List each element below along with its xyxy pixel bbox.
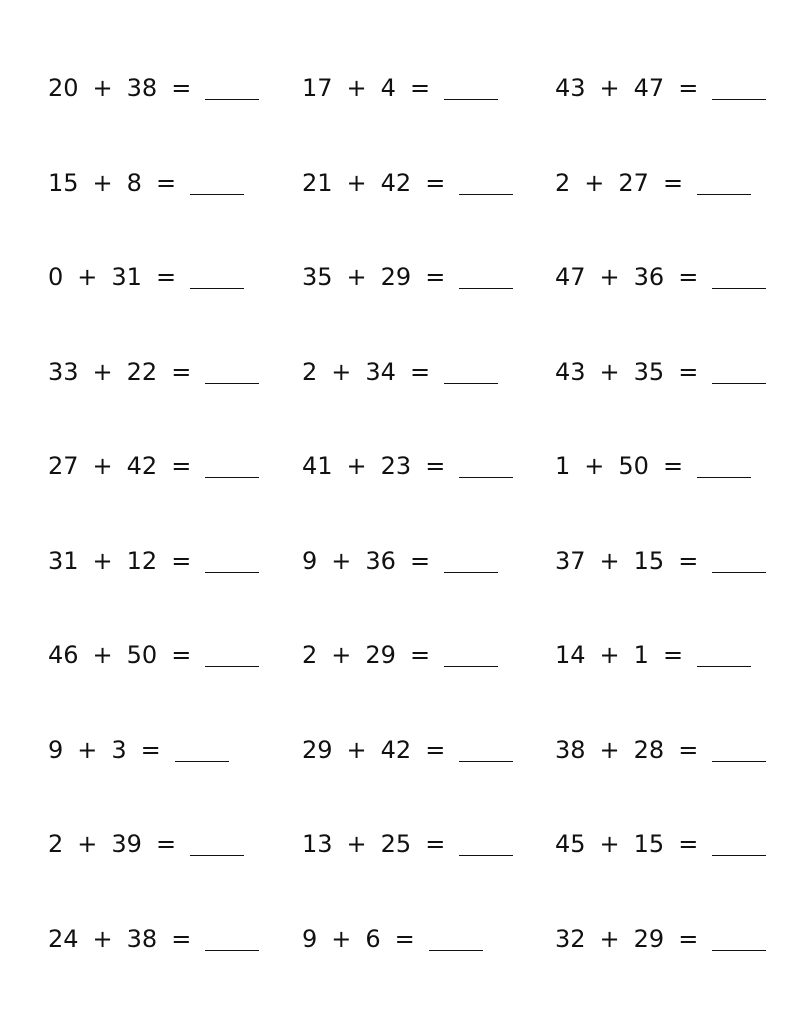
equals-sign: = bbox=[425, 452, 446, 480]
math-problem bbox=[555, 251, 766, 291]
math-problem bbox=[302, 440, 513, 480]
second-addend: 35 bbox=[633, 357, 665, 386]
first-addend: 2 bbox=[555, 168, 571, 197]
math-problem bbox=[555, 157, 751, 197]
answer-blank[interactable] bbox=[712, 739, 766, 762]
equals-sign: = bbox=[171, 546, 192, 575]
second-addend: 38 bbox=[126, 924, 158, 953]
math-problem bbox=[555, 913, 766, 953]
equals-sign: = bbox=[409, 546, 431, 575]
equals-sign: = bbox=[155, 830, 177, 858]
answer-blank[interactable] bbox=[459, 739, 513, 762]
math-problem bbox=[555, 535, 766, 575]
answer-blank[interactable] bbox=[190, 266, 244, 289]
answer-blank[interactable] bbox=[712, 833, 766, 856]
math-problem bbox=[302, 346, 498, 386]
equals-sign: = bbox=[425, 830, 446, 858]
plus-sign: + bbox=[331, 546, 352, 575]
first-addend: 47 bbox=[555, 263, 586, 291]
plus-sign: + bbox=[346, 830, 367, 858]
first-addend: 14 bbox=[555, 641, 586, 669]
math-problem bbox=[48, 724, 229, 764]
plus-sign: + bbox=[599, 546, 620, 575]
first-addend: 9 bbox=[48, 735, 64, 764]
answer-blank[interactable] bbox=[205, 928, 259, 951]
second-addend: 39 bbox=[111, 830, 142, 858]
plus-sign: + bbox=[599, 641, 620, 669]
second-addend: 28 bbox=[633, 735, 665, 764]
equals-sign: = bbox=[678, 924, 699, 953]
plus-sign: + bbox=[92, 168, 113, 197]
equals-sign: = bbox=[425, 263, 446, 291]
second-addend: 22 bbox=[126, 357, 158, 386]
first-addend: 38 bbox=[555, 735, 586, 764]
answer-blank[interactable] bbox=[429, 928, 483, 951]
math-problem bbox=[48, 157, 244, 197]
answer-blank[interactable] bbox=[205, 361, 259, 384]
equals-sign: = bbox=[171, 74, 192, 102]
first-addend: 13 bbox=[302, 830, 333, 858]
plus-sign: + bbox=[584, 168, 605, 197]
first-addend: 32 bbox=[555, 924, 586, 953]
equals-sign: = bbox=[171, 452, 192, 480]
second-addend: 42 bbox=[380, 168, 412, 197]
math-problem bbox=[302, 724, 513, 764]
answer-blank[interactable] bbox=[205, 550, 259, 573]
answer-blank[interactable] bbox=[205, 455, 259, 478]
second-addend: 4 bbox=[380, 74, 396, 102]
second-addend: 29 bbox=[633, 924, 665, 953]
answer-blank[interactable] bbox=[190, 172, 244, 195]
answer-blank[interactable] bbox=[712, 550, 766, 573]
plus-sign: + bbox=[92, 641, 113, 669]
math-problem bbox=[302, 251, 513, 291]
second-addend: 50 bbox=[618, 452, 649, 480]
answer-blank[interactable] bbox=[459, 833, 513, 856]
equals-sign: = bbox=[425, 168, 446, 197]
equals-sign: = bbox=[662, 452, 684, 480]
math-problem bbox=[48, 440, 259, 480]
answer-blank[interactable] bbox=[712, 266, 766, 289]
math-problem bbox=[302, 535, 498, 575]
equals-sign: = bbox=[394, 924, 415, 953]
math-problem bbox=[302, 818, 513, 858]
math-problem bbox=[302, 629, 498, 669]
equals-sign: = bbox=[140, 735, 161, 764]
plus-sign: + bbox=[346, 452, 367, 480]
second-addend: 23 bbox=[380, 452, 412, 480]
answer-blank[interactable] bbox=[697, 644, 751, 667]
second-addend: 15 bbox=[633, 830, 665, 858]
equals-sign: = bbox=[678, 357, 699, 386]
second-addend: 15 bbox=[633, 546, 665, 575]
second-addend: 38 bbox=[126, 74, 158, 102]
first-addend: 9 bbox=[302, 924, 318, 953]
first-addend: 1 bbox=[555, 452, 571, 480]
second-addend: 6 bbox=[365, 924, 381, 953]
plus-sign: + bbox=[92, 924, 113, 953]
plus-sign: + bbox=[599, 263, 620, 291]
equals-sign: = bbox=[409, 74, 431, 102]
plus-sign: + bbox=[584, 452, 605, 480]
second-addend: 31 bbox=[111, 263, 142, 291]
equals-sign: = bbox=[678, 830, 699, 858]
math-problem bbox=[48, 535, 259, 575]
second-addend: 12 bbox=[126, 546, 158, 575]
second-addend: 36 bbox=[633, 263, 665, 291]
equals-sign: = bbox=[155, 263, 177, 291]
answer-blank[interactable] bbox=[459, 455, 513, 478]
plus-sign: + bbox=[599, 924, 620, 953]
second-addend: 27 bbox=[618, 168, 649, 197]
plus-sign: + bbox=[77, 830, 98, 858]
plus-sign: + bbox=[346, 735, 367, 764]
math-problem bbox=[48, 913, 259, 953]
answer-blank[interactable] bbox=[444, 644, 498, 667]
first-addend: 43 bbox=[555, 357, 586, 386]
math-problem bbox=[302, 913, 483, 953]
second-addend: 42 bbox=[380, 735, 412, 764]
second-addend: 3 bbox=[111, 735, 127, 764]
second-addend: 47 bbox=[633, 74, 665, 102]
first-addend: 0 bbox=[48, 263, 64, 291]
answer-blank[interactable] bbox=[712, 928, 766, 951]
equals-sign: = bbox=[678, 546, 699, 575]
first-addend: 2 bbox=[302, 641, 318, 669]
answer-blank[interactable] bbox=[190, 833, 244, 856]
first-addend: 2 bbox=[302, 357, 318, 386]
first-addend: 27 bbox=[48, 452, 79, 480]
equals-sign: = bbox=[678, 74, 699, 102]
first-addend: 24 bbox=[48, 924, 79, 953]
equals-sign: = bbox=[409, 641, 431, 669]
equals-sign: = bbox=[171, 924, 192, 953]
math-problem bbox=[48, 62, 259, 102]
second-addend: 1 bbox=[633, 641, 649, 669]
equals-sign: = bbox=[425, 735, 446, 764]
answer-blank[interactable] bbox=[459, 266, 513, 289]
answer-blank[interactable] bbox=[205, 644, 259, 667]
plus-sign: + bbox=[92, 452, 113, 480]
math-problem bbox=[555, 62, 766, 102]
first-addend: 43 bbox=[555, 74, 586, 102]
first-addend: 2 bbox=[48, 830, 64, 858]
plus-sign: + bbox=[346, 263, 367, 291]
plus-sign: + bbox=[599, 830, 620, 858]
second-addend: 29 bbox=[380, 263, 412, 291]
first-addend: 20 bbox=[48, 74, 79, 102]
first-addend: 29 bbox=[302, 735, 333, 764]
first-addend: 21 bbox=[302, 168, 333, 197]
math-problem bbox=[555, 629, 751, 669]
equals-sign: = bbox=[409, 357, 431, 386]
second-addend: 36 bbox=[365, 546, 396, 575]
plus-sign: + bbox=[346, 74, 367, 102]
equals-sign: = bbox=[171, 641, 192, 669]
math-problem bbox=[555, 440, 751, 480]
plus-sign: + bbox=[599, 74, 620, 102]
first-addend: 45 bbox=[555, 830, 586, 858]
answer-blank[interactable] bbox=[444, 77, 498, 100]
equals-sign: = bbox=[662, 168, 684, 197]
plus-sign: + bbox=[346, 168, 367, 197]
equals-sign: = bbox=[155, 168, 177, 197]
first-addend: 46 bbox=[48, 641, 79, 669]
equals-sign: = bbox=[662, 641, 684, 669]
plus-sign: + bbox=[92, 74, 113, 102]
first-addend: 41 bbox=[302, 452, 333, 480]
plus-sign: + bbox=[77, 263, 98, 291]
plus-sign: + bbox=[331, 641, 352, 669]
math-problem bbox=[555, 724, 766, 764]
first-addend: 35 bbox=[302, 263, 333, 291]
math-problem bbox=[302, 157, 513, 197]
answer-blank[interactable] bbox=[712, 77, 766, 100]
first-addend: 17 bbox=[302, 74, 333, 102]
plus-sign: + bbox=[331, 357, 352, 386]
second-addend: 29 bbox=[365, 641, 396, 669]
answer-blank[interactable] bbox=[444, 361, 498, 384]
answer-blank[interactable] bbox=[712, 361, 766, 384]
plus-sign: + bbox=[599, 357, 620, 386]
first-addend: 31 bbox=[48, 546, 79, 575]
answer-blank[interactable] bbox=[697, 455, 751, 478]
plus-sign: + bbox=[599, 735, 620, 764]
equals-sign: = bbox=[678, 263, 699, 291]
answer-blank[interactable] bbox=[205, 77, 259, 100]
second-addend: 42 bbox=[126, 452, 158, 480]
math-problem bbox=[302, 62, 498, 102]
math-problem bbox=[48, 818, 244, 858]
answer-blank[interactable] bbox=[697, 172, 751, 195]
math-problem bbox=[48, 629, 259, 669]
equals-sign: = bbox=[678, 735, 699, 764]
second-addend: 8 bbox=[126, 168, 142, 197]
first-addend: 33 bbox=[48, 357, 79, 386]
first-addend: 15 bbox=[48, 168, 79, 197]
math-problem bbox=[48, 346, 259, 386]
first-addend: 9 bbox=[302, 546, 318, 575]
equals-sign: = bbox=[171, 357, 192, 386]
answer-blank[interactable] bbox=[459, 172, 513, 195]
second-addend: 50 bbox=[126, 641, 158, 669]
math-problem bbox=[555, 818, 766, 858]
first-addend: 37 bbox=[555, 546, 586, 575]
math-problem bbox=[555, 346, 766, 386]
plus-sign: + bbox=[77, 735, 98, 764]
answer-blank[interactable] bbox=[175, 739, 229, 762]
second-addend: 34 bbox=[365, 357, 396, 386]
second-addend: 25 bbox=[380, 830, 412, 858]
plus-sign: + bbox=[331, 924, 352, 953]
answer-blank[interactable] bbox=[444, 550, 498, 573]
plus-sign: + bbox=[92, 357, 113, 386]
plus-sign: + bbox=[92, 546, 113, 575]
math-problem bbox=[48, 251, 244, 291]
